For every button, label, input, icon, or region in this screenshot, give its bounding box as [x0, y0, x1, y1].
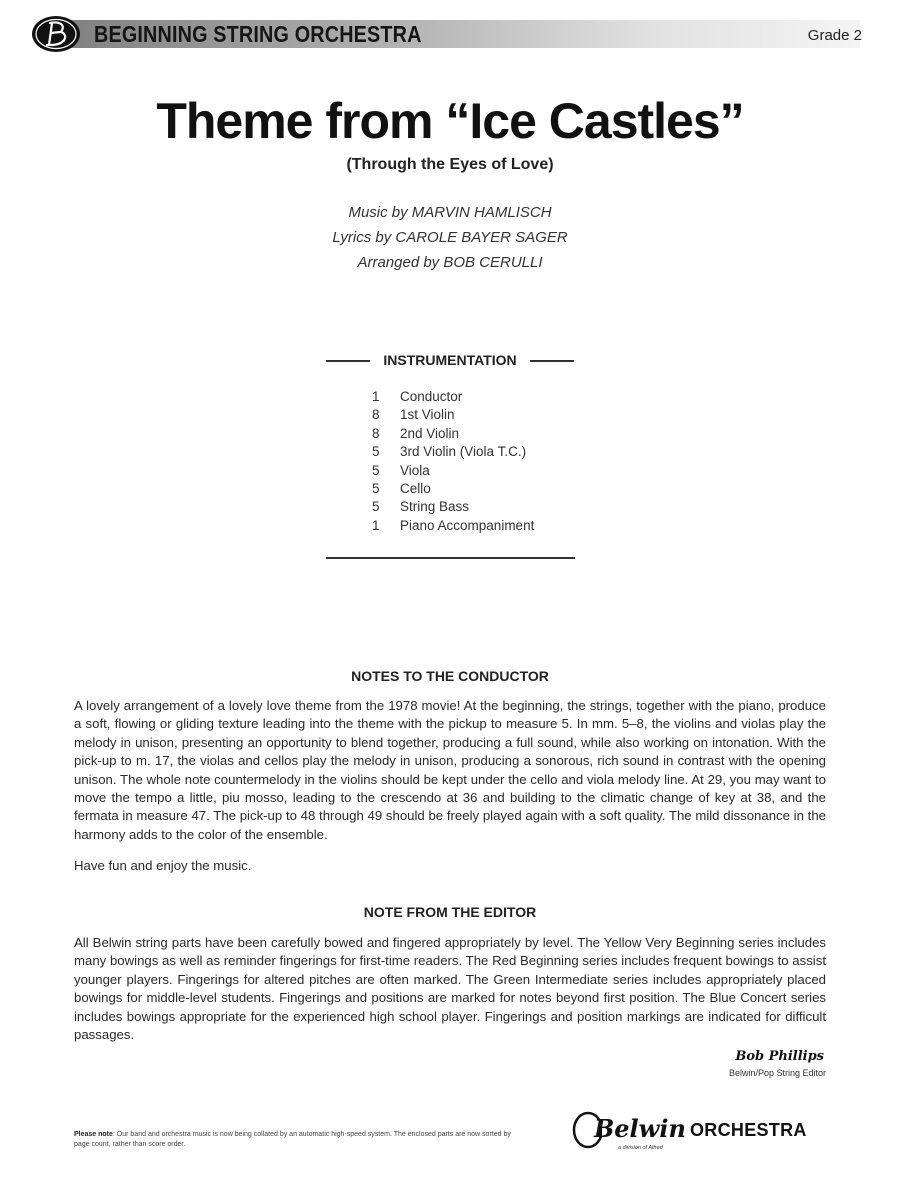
- instrument-name: Cello: [400, 481, 431, 497]
- notes-conductor-body: A lovely arrangement of a lovely love theme from the 1978 movie! At the beginning, the strings, together with the piano, produce a soft, flowing or gliding texture leading into the theme with the pickup to measure 5. In mm. 5–8, the violins and violas play the melody in unison, presenting an opportunity to blend together, producing a full sound, while also working on intonation. With the pick-up to m. 17, the violas and cellos play the melody in unison, producing a sonorous, rich sound in contrast with the opening unison. The whole note countermelody in the violins should be kept under the cello and viola melody line. At 29, you may want to move the tempo a little, piu mosso, leading to the crescendo at 36 and building to the climatic change of key at 38, and the fermata in measure 47. The pick-up to 48 through 49 should be freely played again with a soft quality. The mild dissonance in the harmony adds to the color of the ensemble.: [74, 698, 826, 842]
- belwin-orchestra-logo: [572, 1108, 832, 1158]
- belwin-b-logo-icon: [30, 14, 82, 54]
- instrument-quantity: 5: [372, 481, 380, 497]
- list-item: [372, 498, 534, 516]
- list-item: [372, 388, 534, 406]
- list-item: [372, 443, 534, 461]
- editor-role: Belwin/Pop String Editor: [728, 1068, 826, 1078]
- note-editor-body: All Belwin string parts have been carefully bowed and fingered appropriately by level. The Yellow Very Beginning series includes many bowings as well as reminder fingerings for first-time readers. The Red Beginning series includes frequent bowings to assist younger players. Fingerings for altered pitches are often marked. The Green Intermediate series includes appropriately placed bowings for middle-level students. Fingerings and positions are marked for notes beyond first position. The Blue Concert series includes bowings appropriate for the experienced high school player. Fingerings and position markings are indicated for difficult passages.: [74, 935, 826, 1043]
- footer-note: [74, 1130, 524, 1150]
- grade-label: Grade 2: [807, 27, 862, 44]
- brand-name: Belwin: [594, 1114, 686, 1143]
- instrument-name: 2nd Violin: [400, 425, 460, 441]
- music-credit: Music by MARVIN HAMLISCH: [348, 204, 552, 221]
- list-item: [372, 480, 534, 498]
- subtitle: (Through the Eyes of Love): [346, 156, 554, 173]
- instrument-quantity: 1: [372, 517, 380, 533]
- footer-note-label: Please note: [74, 1131, 113, 1138]
- notes-conductor-closing: Have fun and enjoy the music.: [74, 858, 252, 873]
- series-title: BEGINNING STRING ORCHESTRA: [94, 21, 422, 47]
- list-item: [372, 425, 534, 443]
- footer-note-text: : Our band and orchestra music is now being collated by an automatic high-speed system. The enclosed parts are now sorted by page count, rather than score order.: [74, 1131, 511, 1148]
- instrument-name: Viola: [400, 462, 430, 478]
- lyrics-credit: Lyrics by CAROLE BAYER SAGER: [332, 229, 568, 246]
- credits: [0, 200, 900, 275]
- page-header: [0, 14, 900, 56]
- note-editor-heading: NOTE FROM THE EDITOR: [363, 904, 537, 920]
- instrument-quantity: 5: [372, 444, 380, 460]
- arranger-credit: Arranged by BOB CERULLI: [357, 254, 543, 271]
- list-item: [372, 406, 534, 424]
- instrument-quantity: 8: [372, 407, 380, 423]
- instrument-name: 1st Violin: [400, 407, 455, 423]
- instrumentation-divider: [326, 557, 575, 559]
- page-title: Theme from “Ice Castles”: [156, 93, 744, 149]
- instrument-quantity: 1: [372, 389, 380, 404]
- brand-subtitle: a division of Alfred: [618, 1145, 663, 1151]
- list-item: [372, 462, 534, 480]
- instrument-quantity: 8: [372, 425, 380, 441]
- list-item: [372, 517, 534, 535]
- instrumentation-title: INSTRUMENTATION: [383, 352, 517, 368]
- instrument-name: String Bass: [400, 499, 470, 515]
- instrument-quantity: 5: [372, 499, 380, 515]
- instrumentation-list: [372, 388, 534, 535]
- brand-suffix: ORCHESTRA: [690, 1120, 807, 1140]
- instrument-quantity: 5: [372, 462, 380, 478]
- notes-conductor-heading: NOTES TO THE CONDUCTOR: [351, 668, 549, 684]
- heading-rule-right: [530, 360, 574, 362]
- instrumentation-heading: [322, 352, 578, 370]
- instrument-name: 3rd Violin (Viola T.C.): [400, 444, 527, 460]
- editor-signature: Bob Phillips: [735, 1049, 824, 1064]
- instrument-name: Piano Accompaniment: [400, 517, 535, 533]
- instrument-name: Conductor: [400, 389, 463, 404]
